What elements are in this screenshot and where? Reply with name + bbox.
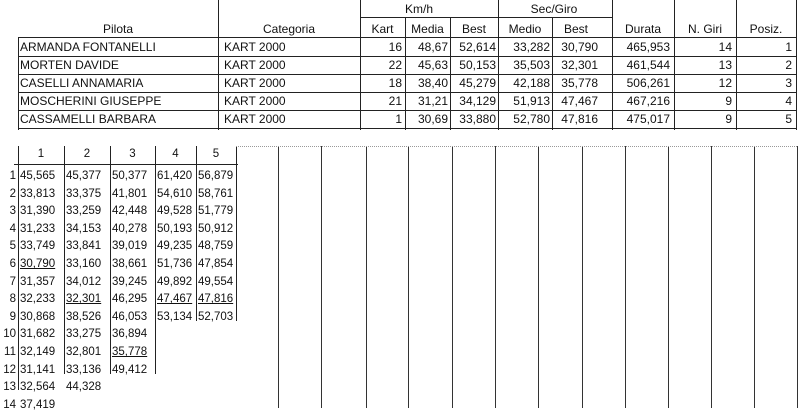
driver-laps: 9 [725, 112, 732, 126]
lap-time: 33,259 [66, 205, 102, 218]
driver-category: KART 2000 [224, 40, 286, 54]
driver-column-header: 4 [172, 148, 179, 160]
driver-best-lap: 32,301 [561, 58, 598, 72]
driver-best-speed: 34,129 [459, 94, 496, 108]
driver-best-speed: 45,279 [459, 76, 496, 90]
lap-time: 35,778 [112, 346, 148, 358]
pilota-header: Pilota [102, 22, 134, 36]
driver-best-lap: 30,790 [561, 40, 598, 54]
lap-time: 56,879 [198, 170, 234, 182]
driver-best-speed: 52,614 [459, 40, 496, 54]
lap-time: 46,053 [112, 310, 148, 323]
driver-kart: 16 [388, 40, 402, 54]
lap-time: 32,149 [20, 346, 56, 358]
medio-header: Medio [508, 22, 542, 36]
driver-avg-speed: 31,21 [417, 94, 448, 108]
driver-duration: 467,216 [626, 94, 670, 108]
driver-column-header: 3 [129, 148, 136, 160]
lap-number: 3 [9, 205, 16, 218]
lap-time: 33,749 [20, 240, 56, 253]
lap-time: 44,328 [66, 381, 102, 394]
best-sec-header: Best [563, 22, 588, 36]
driver-best-lap: 47,467 [561, 94, 598, 108]
driver-duration: 465,953 [626, 40, 670, 54]
lap-time: 50,193 [157, 222, 193, 235]
driver-name: CASSAMELLI BARBARA [20, 112, 157, 126]
lap-number: 5 [9, 240, 16, 253]
lap-time: 47,467 [157, 293, 193, 306]
kmh-group-header: Km/h [404, 2, 433, 16]
driver-category: KART 2000 [224, 112, 286, 126]
driver-best-lap: 47,816 [561, 112, 598, 126]
lap-time: 33,375 [66, 187, 102, 200]
driver-column-header: 1 [37, 148, 45, 160]
lap-time: 39,019 [112, 240, 148, 253]
lap-time: 30,790 [20, 258, 56, 270]
driver-position: 2 [785, 58, 792, 72]
lap-time: 31,682 [20, 328, 56, 341]
driver-best-speed: 50,153 [459, 58, 496, 72]
lap-time: 54,610 [157, 187, 193, 200]
lap-time: 34,153 [66, 222, 102, 235]
driver-column-header: 2 [83, 148, 91, 160]
driver-duration: 461,544 [626, 58, 670, 72]
best-header: Best [461, 22, 486, 36]
driver-best-lap: 35,778 [561, 76, 598, 90]
lap-number: 7 [9, 275, 16, 288]
lap-time: 32,564 [20, 381, 56, 394]
posiz-header: Posiz. [749, 22, 783, 36]
kart-header: Kart [371, 22, 394, 36]
driver-position: 4 [785, 94, 792, 108]
driver-laps: 9 [725, 94, 732, 108]
driver-laps: 12 [718, 76, 732, 90]
lap-number: 8 [9, 293, 16, 306]
lap-time: 32,301 [66, 293, 102, 306]
lap-time: 49,235 [157, 240, 193, 253]
lap-number: 14 [3, 398, 16, 411]
driver-column-header: 5 [212, 148, 220, 160]
driver-position: 5 [785, 112, 792, 126]
lap-time: 45,565 [20, 170, 56, 182]
driver-avg-lap: 35,503 [513, 58, 550, 72]
lap-number: 1 [9, 170, 16, 182]
lap-time: 36,894 [112, 328, 148, 341]
lap-time: 39,245 [112, 275, 148, 288]
lap-time: 51,736 [157, 258, 193, 270]
driver-name: CASELLI ANNAMARIA [20, 76, 144, 90]
lap-time: 42,448 [112, 205, 148, 218]
lap-time: 31,233 [20, 222, 56, 235]
lap-time: 48,759 [198, 240, 234, 253]
lap-time: 40,278 [112, 222, 148, 235]
driver-avg-lap: 42,188 [513, 76, 550, 90]
lap-time: 49,554 [198, 275, 234, 288]
lap-time: 31,357 [20, 275, 56, 288]
lap-number: 9 [9, 310, 16, 323]
lap-time: 38,661 [112, 258, 148, 270]
lap-time: 51,779 [198, 205, 234, 218]
driver-avg-speed: 45,63 [417, 58, 448, 72]
lap-time: 49,892 [157, 275, 193, 288]
lap-time: 58,761 [198, 187, 234, 200]
driver-position: 3 [785, 76, 792, 90]
lap-time: 50,377 [112, 170, 148, 182]
lap-time: 33,275 [66, 328, 102, 341]
driver-name: MOSCHERINI GIUSEPPE [20, 94, 162, 108]
driver-best-speed: 33,880 [459, 112, 496, 126]
durata-header: Durata [624, 22, 662, 36]
lap-time: 33,160 [66, 258, 102, 270]
categoria-header: Categoria [262, 22, 316, 36]
driver-kart: 18 [388, 76, 402, 90]
lap-time: 30,868 [20, 310, 56, 323]
driver-kart: 22 [388, 58, 402, 72]
lap-time: 32,233 [20, 293, 56, 306]
lap-number: 4 [9, 222, 16, 235]
driver-laps: 14 [718, 40, 732, 54]
driver-name: ARMANDA FONTANELLI [20, 40, 156, 54]
driver-category: KART 2000 [224, 94, 286, 108]
lap-time: 53,134 [157, 310, 193, 323]
driver-category: KART 2000 [224, 76, 286, 90]
driver-avg-speed: 48,67 [417, 40, 448, 54]
lap-time: 37,419 [20, 398, 56, 411]
driver-avg-speed: 38,40 [417, 76, 448, 90]
lap-time: 31,141 [20, 363, 56, 376]
lap-time: 33,813 [20, 187, 56, 200]
lap-time: 45,377 [66, 170, 102, 182]
lap-time: 61,420 [157, 170, 193, 182]
lap-time: 47,854 [198, 258, 234, 270]
driver-category: KART 2000 [224, 58, 286, 72]
lap-time: 52,703 [198, 310, 234, 323]
driver-laps: 13 [718, 58, 732, 72]
driver-kart: 21 [388, 94, 402, 108]
lap-number: 6 [9, 258, 16, 270]
lap-time: 33,841 [66, 240, 102, 253]
lap-number: 2 [9, 187, 16, 200]
lap-time: 34,012 [66, 275, 102, 288]
lap-time: 41,801 [112, 187, 148, 200]
lap-number: 12 [3, 363, 16, 376]
lap-time: 47,816 [198, 293, 234, 306]
lap-time: 31,390 [20, 205, 56, 218]
lap-number: 10 [3, 328, 16, 341]
lap-time: 38,526 [66, 310, 102, 323]
driver-avg-speed: 30,69 [417, 112, 448, 126]
driver-avg-lap: 51,913 [513, 94, 550, 108]
driver-avg-lap: 33,282 [513, 40, 550, 54]
driver-duration: 475,017 [626, 112, 670, 126]
driver-kart: 1 [395, 112, 402, 126]
lap-time: 50,912 [198, 222, 234, 235]
lap-time: 32,801 [66, 346, 102, 358]
secgiro-group-header: Sec/Giro [530, 2, 578, 16]
driver-duration: 506,261 [626, 76, 670, 90]
driver-position: 1 [785, 40, 792, 54]
media-header: Media [411, 22, 444, 36]
lap-time: 49,412 [112, 363, 148, 376]
lap-time: 49,528 [157, 205, 193, 218]
lap-number: 13 [3, 381, 16, 394]
lap-time: 46,295 [112, 293, 148, 306]
lap-time: 33,136 [66, 363, 102, 376]
driver-name: MORTEN DAVIDE [20, 58, 119, 72]
driver-avg-lap: 52,780 [513, 112, 550, 126]
lap-number: 11 [4, 346, 16, 358]
ngiri-header: N. Giri [688, 22, 722, 36]
